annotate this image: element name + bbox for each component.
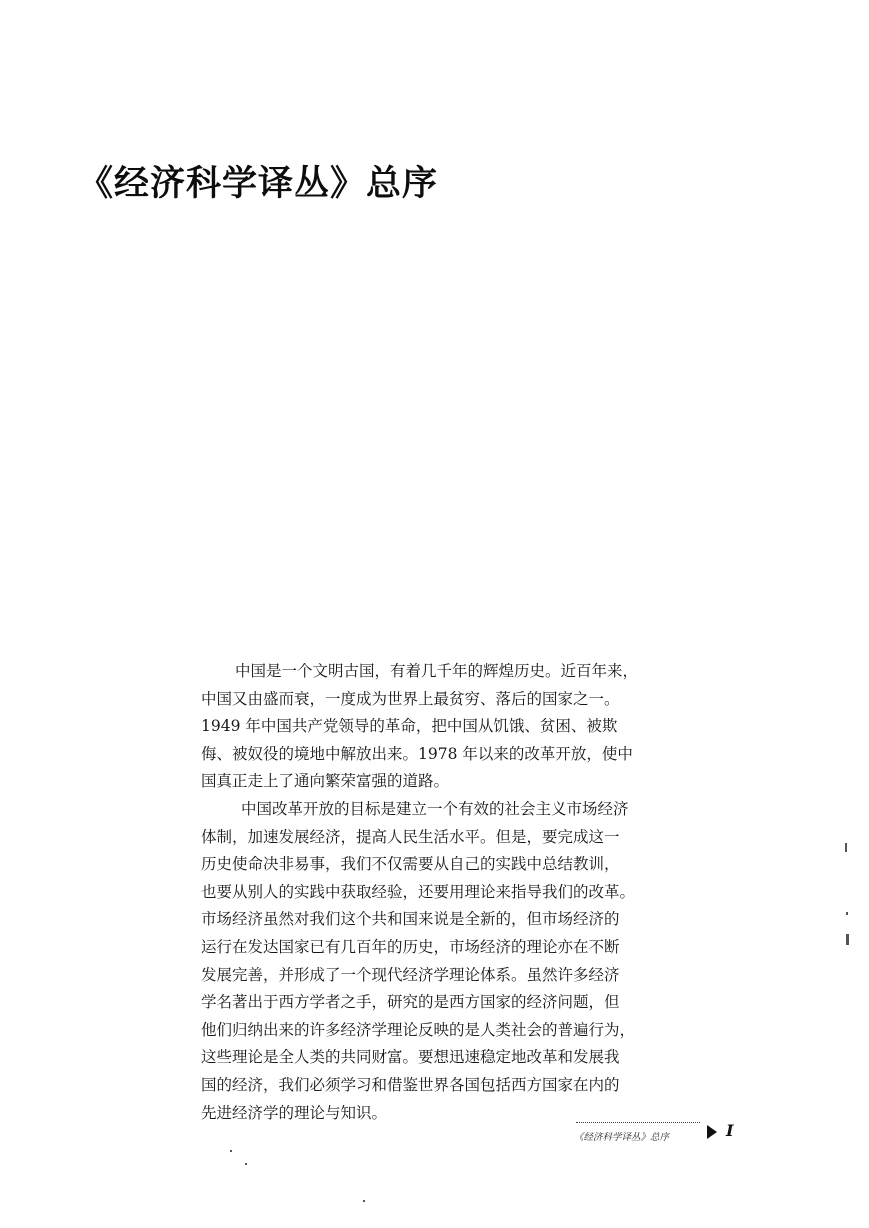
text-line: 他们归纳出来的许多经济学理论反映的是人类社会的普遍行为，	[201, 1020, 636, 1039]
running-head: 《经济科学译丛》总序	[574, 1132, 670, 1143]
text-line: 发展完善，并形成了一个现代经济学理论体系。虽然许多经济	[201, 965, 620, 984]
scan-speck	[363, 1200, 365, 1202]
text-line: 侮、被奴役的境地中解放出来。1978 年以来的改革开放，使中	[201, 744, 633, 763]
text-line: 国的经济，我们必须学习和借鉴世界各国包括西方国家在内的	[201, 1075, 620, 1094]
scan-speck	[846, 912, 848, 915]
text-line: 运行在发达国家已有几百年的历史，市场经济的理论亦在不断	[201, 937, 620, 956]
scan-speck	[230, 1150, 232, 1152]
page-title: 《经济科学译丛》总序	[78, 164, 439, 204]
text-line: 学名著出于西方学者之手，研究的是西方国家的经济问题，但	[201, 993, 620, 1012]
text-line: 中国改革开放的目标是建立一个有效的社会主义市场经济	[241, 799, 629, 818]
text-line: 体制，加速发展经济，提高人民生活水平。但是，要完成这一	[201, 827, 620, 846]
text-line: 中国是一个文明古国，有着几千年的辉煌历史。近百年来，	[235, 662, 639, 680]
text-line: 这些理论是全人类的共同财富。要想迅速稳定地改革和发展我	[201, 1048, 620, 1067]
text-line: 中国又由盛而衰，一度成为世界上最贫穷、落后的国家之一。	[201, 689, 620, 708]
scan-speck	[245, 1163, 247, 1165]
page-footer	[574, 1120, 744, 1144]
text-line: 也要从别人的实践中获取经验，还要用理论来指导我们的改革。	[201, 882, 636, 901]
scan-speck	[845, 843, 847, 852]
text-line: 市场经济虽然对我们这个共和国来说是全新的，但市场经济的	[201, 910, 620, 929]
preface-body	[201, 658, 761, 1127]
text-line: 国真正走上了通向繁荣富强的道路。	[201, 772, 450, 791]
footer-rule	[576, 1122, 700, 1127]
page-number: I	[726, 1121, 734, 1140]
scan-speck	[846, 934, 849, 945]
triangle-marker-icon	[707, 1125, 717, 1139]
text-line: 1949 年中国共产党领导的革命，把中国从饥饿、贫困、被欺	[201, 717, 618, 736]
text-line: 先进经济学的理论与知识。	[201, 1103, 388, 1122]
text-line: 历史使命决非易事，我们不仅需要从自己的实践中总结教训，	[201, 855, 620, 874]
